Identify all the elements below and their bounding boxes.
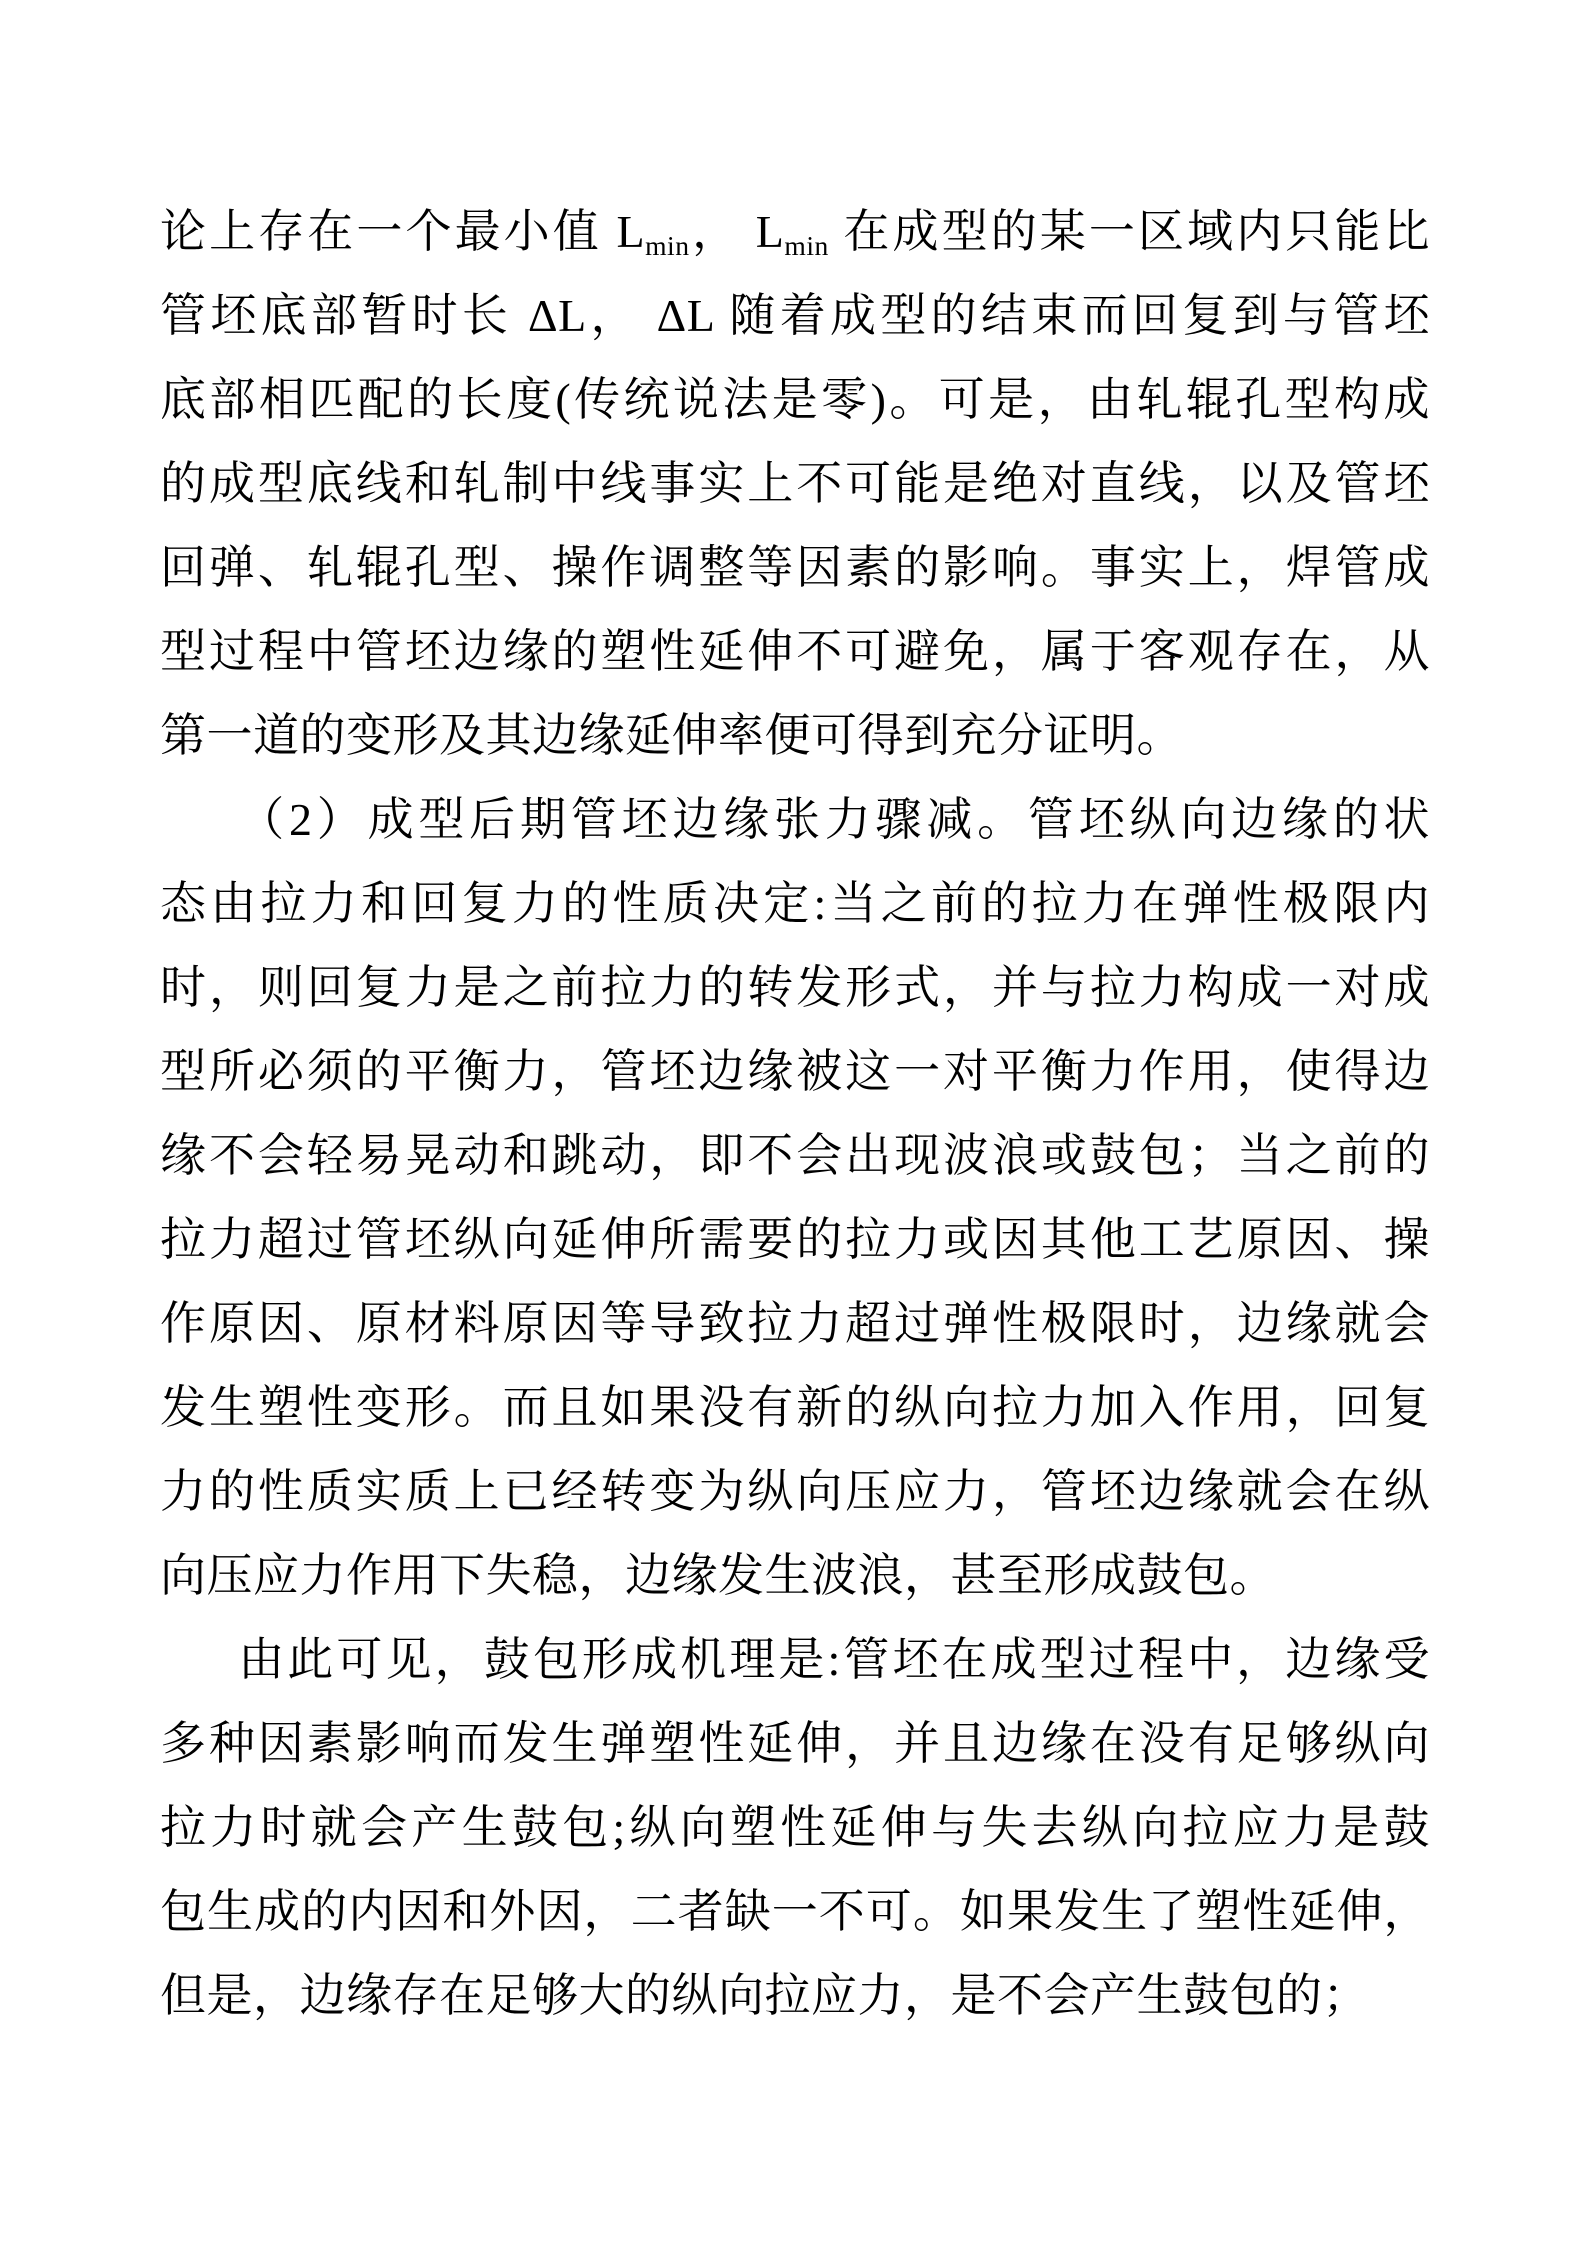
text-line: 型所必须的平衡力，管坯边缘被这一对平衡力作用，使得边 <box>160 1046 1430 1097</box>
text-line: 的成型底线和轧制中线事实上不可能是绝对直线，以及管坯 <box>160 458 1430 509</box>
text-line: 底部相匹配的长度(传统说法是零)。可是，由轧辊孔型构成 <box>160 374 1430 425</box>
text-line: 力的性质实质上已经转变为纵向压应力，管坯边缘就会在纵 <box>160 1466 1430 1517</box>
subscript-text: min <box>784 229 829 261</box>
text-line: 包生成的内因和外因，二者缺一不可。如果发生了塑性延伸， <box>160 1886 1430 1937</box>
text-line: 态由拉力和回复力的性质决定:当之前的拉力在弹性极限内 <box>160 878 1430 929</box>
text-line: 拉力时就会产生鼓包;纵向塑性延伸与失去纵向拉应力是鼓 <box>160 1802 1430 1853</box>
text-line: 作原因、原材料原因等导致拉力超过弹性极限时，边缘就会 <box>160 1298 1430 1349</box>
text-line: 缘不会轻易晃动和跳动，即不会出现波浪或鼓包；当之前的 <box>160 1130 1430 1181</box>
text-line: 型过程中管坯边缘的塑性延伸不可避免，属于客观存在，从 <box>160 626 1430 677</box>
text-line: 多种因素影响而发生弹塑性延伸，并且边缘在没有足够纵向 <box>160 1718 1430 1769</box>
text-line: 由此可见，鼓包形成机理是:管坯在成型过程中，边缘受 <box>238 1634 1430 1685</box>
body-text <box>160 190 1430 2038</box>
text-line: 管坯底部暂时长 ΔL， ΔL 随着成型的结束而回复到与管坯 <box>160 290 1430 341</box>
text-line: 但是，边缘存在足够大的纵向拉应力，是不会产生鼓包的； <box>160 1970 1369 2021</box>
text-line: 回弹、轧辊孔型、操作调整等因素的影响。事实上，焊管成 <box>160 542 1430 593</box>
text-line: 拉力超过管坯纵向延伸所需要的拉力或因其他工艺原因、操 <box>160 1214 1430 1265</box>
text-line: 时，则回复力是之前拉力的转发形式，并与拉力构成一对成 <box>160 962 1430 1013</box>
text-line: 第一道的变形及其边缘延伸率便可得到充分证明。 <box>160 710 1183 761</box>
text-line: （2）成型后期管坯边缘张力骤减。管坯纵向边缘的状 <box>238 794 1430 845</box>
text-line: 向压应力作用下失稳，边缘发生波浪，甚至形成鼓包。 <box>160 1550 1276 1601</box>
subscript-text: min <box>645 229 690 261</box>
text-line: 发生塑性变形。而且如果没有新的纵向拉力加入作用，回复 <box>160 1382 1430 1433</box>
text-line: 论上存在一个最小值 $L_{min}$， $L_{min}$ 在成型的某一区域内只能比 <box>160 206 1430 261</box>
